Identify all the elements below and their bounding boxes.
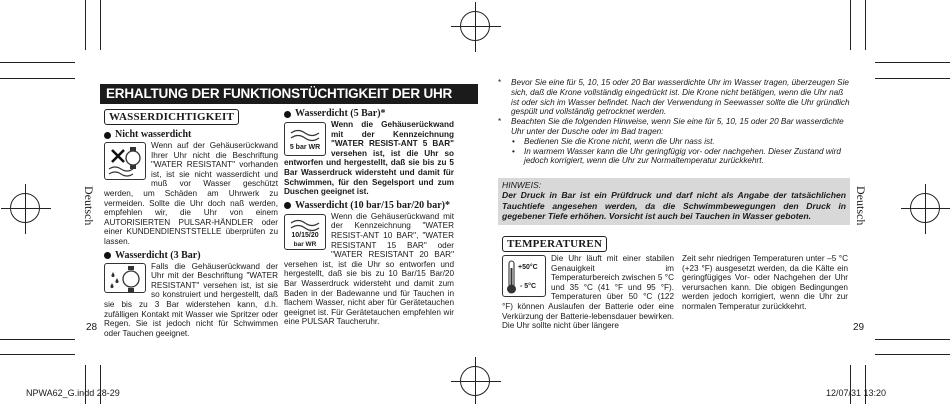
heading-5-bar: Wasserdicht (5 Bar)* — [284, 108, 454, 120]
5-bar-text: Wenn die Gehäuserückwand mit der Kennzeichnung "WATER RESIST-ANT 5 BAR" versehen ist, ist die Uhr so entworfen und hergestellt, daß sie bis zu 5 Bar Wasserdruck widersteht und damit für Schwimmen, für den Segelsport und zum Duschen geeignet ist. — [284, 120, 454, 197]
note-text: Der Druck in Bar ist ein Prüfdruck und darf nicht als Angabe der tatsächlichen Tauchtiefe angesehen werden, da die Schwimmbewegungen den Druck in gegebener Tiefe erhöhen. Vorsicht ist auch bei Tauchen in Wasser geboten. — [502, 190, 846, 222]
page-title: ERHALTUNG DER FUNKTIONSTÜCHTIGKEIT DER UHR — [100, 84, 478, 104]
bullet-icon — [284, 111, 291, 118]
3-bar-text: Falls die Gehäuserückwand der Uhr mit der Beschriftung "WATER RESISTANT" versehen ist, ist sie so konstruiert und hergestellt, daß sie bis zu 3 Bar widerstehen kann, d.h. zufälligen Kontakt mit Wasser wie Spritzer oder Regen. Sie ist jedoch nicht für Schwimmen oder Tauchen geeignet. — [104, 261, 278, 338]
bullet-icon — [284, 202, 291, 209]
no-water-icon — [104, 142, 146, 180]
side-label-right: Deutsch — [854, 186, 868, 226]
not-waterproof-text: Wenn auf der Gehäuserückwand Ihrer Uhr nicht die Beschriftung "WATER RESISTANT" vorhanden ist, ist sie nicht wasserdicht und muß vor Wasser geschützt werden, um Schäden am Uhrwerk zu vermeiden. Sollte die Uhr doch naß werden, empfehlen wir, die Uhr von einem AUTORISIERTEN PULSAR-HÄNDLER oder einer KUNDENDIENSTSTELLE überprüfen zu lassen. — [104, 141, 278, 246]
heading-3-bar: Wasserdicht (3 Bar) — [104, 250, 278, 262]
registration-mark-bottom — [460, 366, 490, 396]
right-column — [284, 108, 454, 327]
section-heading-water-resistance: WASSERDICHTIGKEIT — [104, 109, 239, 125]
registration-mark-top — [460, 11, 490, 41]
page-number-left: 28 — [86, 322, 98, 333]
page-number-right: 29 — [853, 322, 865, 333]
notes-list — [498, 78, 850, 166]
note-box — [498, 178, 850, 225]
heading-not-waterproof: Nicht wasserdicht — [104, 129, 278, 141]
list-item: * Beachten Sie die folgenden Hinweise, wenn Sie eine für 5, 10, 15 oder 20 Bar wasserdichte Uhr unter der Dusche oder im Bad tragen: — [498, 117, 844, 136]
bullet-icon — [104, 132, 111, 139]
temperature-column-2 — [682, 254, 848, 312]
temperature-column-1 — [502, 254, 674, 331]
footer-file: NPWA62_G.indd 28-29 — [26, 388, 120, 398]
list-item: • In warmem Wasser kann die Uhr geringfügig vor- oder nachgehen. Dieser Zustand wird jedoch korrigiert, wenn die Uhr zur Normaltemperatur zurückkehrt. — [512, 146, 841, 166]
side-label-left: Deutsch — [82, 186, 96, 226]
registration-mark-right — [910, 193, 940, 223]
left-page — [100, 78, 478, 338]
list-item: • Bedienen Sie die Krone nicht, wenn die Uhr nass ist. — [512, 136, 715, 146]
thermometer-icon: +50°C - 5°C — [502, 255, 546, 297]
footer-date: 12/07/31 13:20 — [826, 388, 887, 398]
temperature-text-2: Zeit sehr niedrigen Temperaturen unter –5 °C (+23 °F) ausgesetzt werden, da die Kälte ein geringfügiges Vor- oder Nachgehen der Uhr verursachen kann. Die obigen Bedingungen werden jedoch korrigiert, wenn die Uhr zur normalen Temperatur zurückkehrt. — [682, 254, 848, 311]
list-item: * Bevor Sie eine für 5, 10, 15 oder 20 Bar wasserdichte Uhr im Wasser tragen, überzeugen Sie sich, daß die Krone vollständig eingedrückt ist. Die Krone nicht betätigen, wenn die Uhr naß ist oder sich im Wasser befindet. Nach der Verwendung in Seewasser sollte die Uhr gründlich gespült und vollständig getrocknet werden. — [498, 78, 850, 117]
5-bar-wr-icon: 5 bar WR — [284, 122, 326, 156]
10-15-20-bar-wr-icon: 10/15/20 bar WR — [284, 214, 326, 250]
registration-mark-left — [10, 193, 40, 223]
10-15-20-bar-text: Wenn die Gehäuserückwand mit der Kennzeichnung "WATER RESIST-ANT 10 BAR", "WATER RESISTANT 15 BAR" oder "WATER RESISTANT 20 BAR" versehen ist, ist die Uhr so entworfen und hergestellt, daß sie bis zu 10 Bar/15 Bar/20 Bar Wasserdruck widersteht und damit zum Baden in der Badewanne und für Tauchen in flachem Wasser, nicht aber für Gerätetauchen geeignet ist. Für Gerätetauchen empfehlen wir eine PULSAR Taucheruhr. — [284, 211, 454, 327]
splash-icon — [104, 263, 146, 293]
left-column — [104, 109, 278, 338]
heading-10-15-20-bar: Wasserdicht (10 bar/15 bar/20 bar)* — [284, 200, 454, 212]
bullet-icon — [104, 252, 111, 259]
temperature-text-1: Die Uhr läuft mit einer stabilen Genauigkeit im Temperaturbereich zwischen 5 °C und 35 °C (41 °F und 95 °F). Temperaturen über 50 °C (122 °F) können Auslaufen der Batterie oder eine Verkürzung der Batterie-lebensdauer bewirken. Die Uhr sollte nicht über längere — [502, 254, 674, 331]
note-title: HINWEIS: — [502, 180, 542, 190]
right-page — [498, 78, 850, 338]
section-heading-temperatures: TEMPERATUREN — [502, 236, 607, 252]
